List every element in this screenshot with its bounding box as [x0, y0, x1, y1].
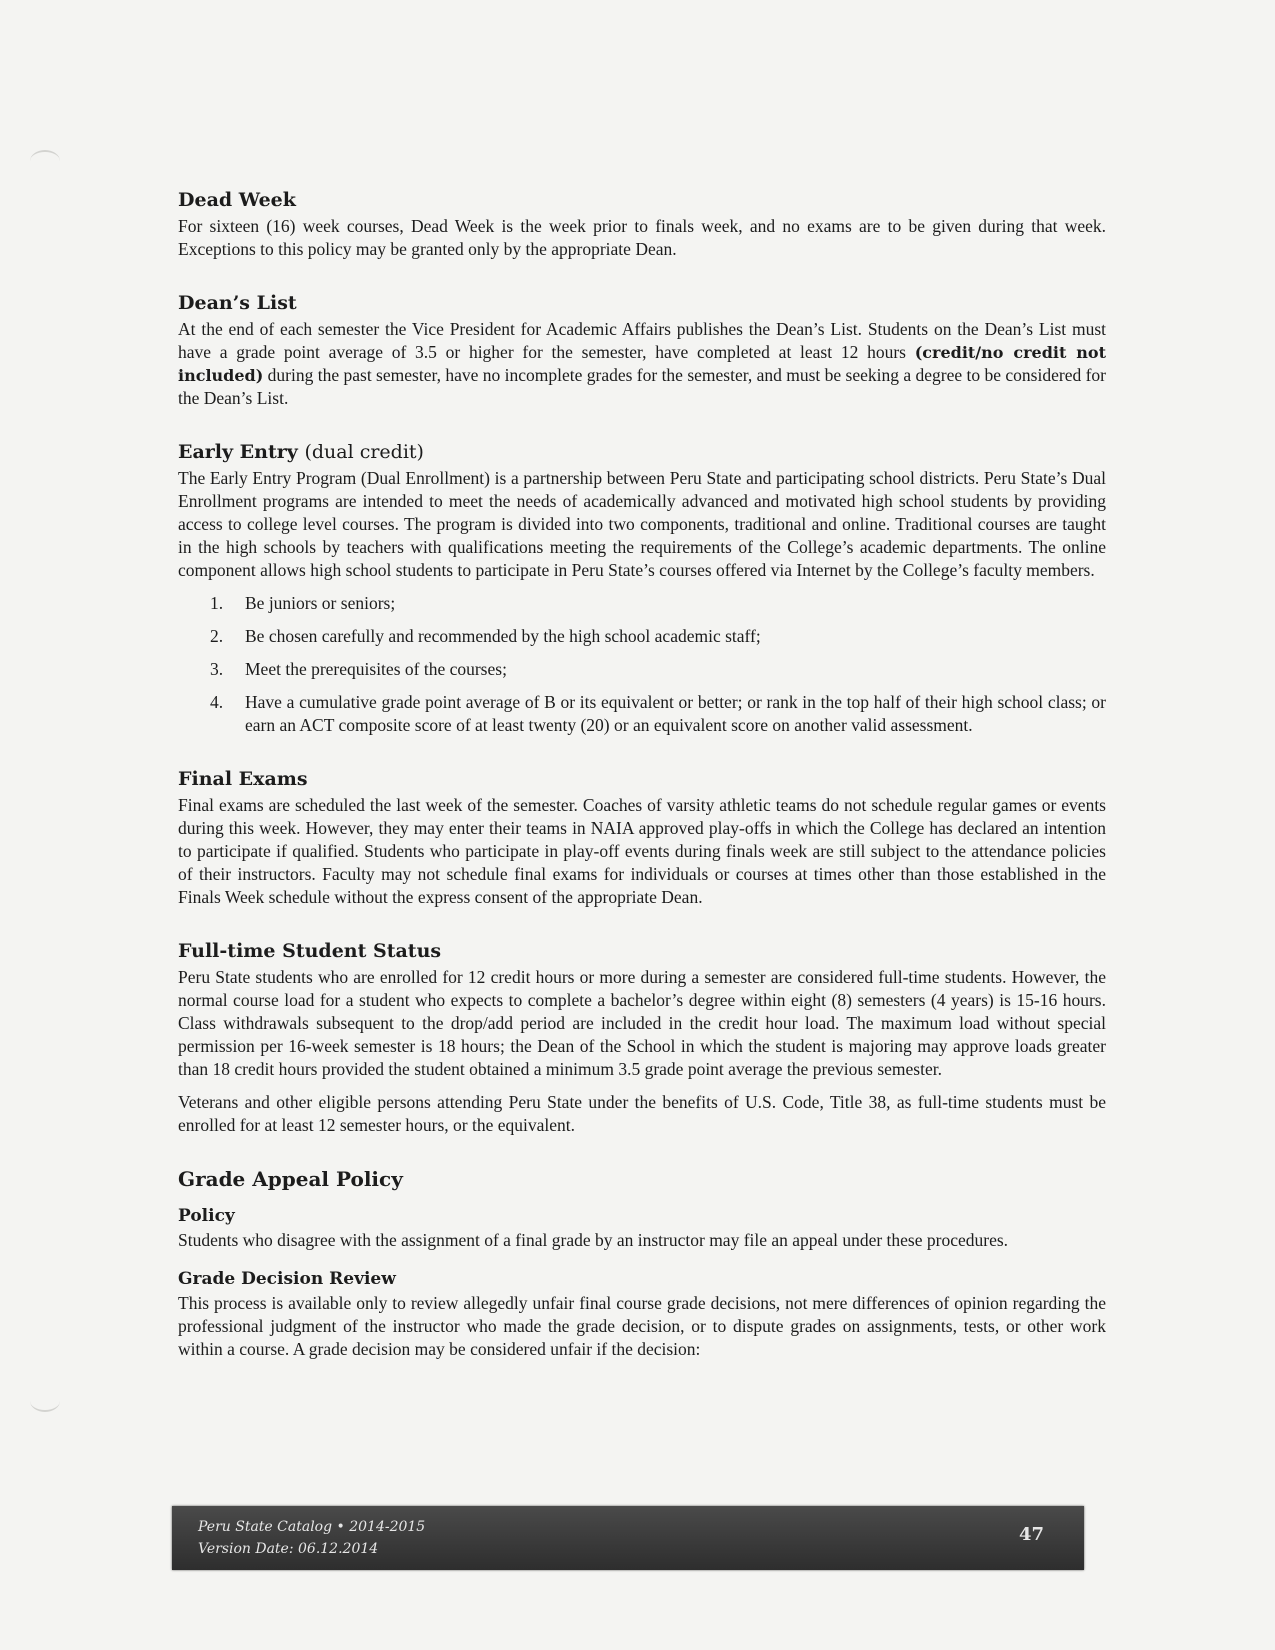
- list-item: [178, 658, 1106, 681]
- list-item: [178, 592, 1106, 615]
- subsection-body: Students who disagree with the assignment of a final grade by an instructor may file an appeal under these procedures.: [178, 1230, 1009, 1250]
- body-bold-text: (credit/no credit not included): [178, 343, 1106, 385]
- body-text: At the end of each semester the Vice President for Academic Affairs publishes the Dean’s List. Students on the Dean’s List must have a grade point average of 3.5 or higher for the semester, have completed at least 12 hours: [178, 319, 1106, 362]
- page-number: 47: [1018, 1524, 1044, 1545]
- section-deans-list: [178, 291, 1106, 410]
- section-early-entry: [178, 440, 1106, 737]
- binder-mark-top: [30, 150, 60, 172]
- section-grade-appeal: [178, 1167, 1106, 1361]
- section-final-exams: [178, 767, 1106, 909]
- list-text: Meet the prerequisites of the courses;: [245, 659, 507, 679]
- section-title: Final Exams: [178, 768, 308, 790]
- list-number: 1.: [210, 593, 224, 613]
- title-text: Early Entry: [178, 441, 298, 463]
- section-body: Peru State students who are enrolled for 12 credit hours or more during a semester are considered full-time students. However, the normal course load for a student who expects to complete a bachelor’s degree within eight (8) semesters (4 years) is 15-16 hours. Class withdrawals subsequent to the drop/add period are included in the credit hour load. The maximum load without special permission per 16-week semester is 18 hours; the Dean of the School in which the student is majoring may approve loads greater than 18 credit hours provided the student obtained a minimum 3.5 grade point average the previous semester.: [178, 967, 1106, 1079]
- subsection-title: Grade Decision Review: [178, 1269, 396, 1289]
- section-dead-week: [178, 188, 1106, 261]
- list-text: Be juniors or seniors;: [245, 593, 396, 613]
- section-body: [178, 318, 1106, 410]
- section-title: Dean’s List: [178, 292, 297, 314]
- list-item: [178, 625, 1106, 648]
- section-body: Veterans and other eligible persons attending Peru State under the benefits of U.S. Code, Title 38, as full-time students must be enrolled for at least 12 semester hours, or the equivalent.: [178, 1092, 1106, 1135]
- binder-mark-bottom: [30, 1390, 60, 1412]
- section-full-time-status: [178, 939, 1106, 1137]
- list-text: Be chosen carefully and recommended by the high school academic staff;: [245, 626, 761, 646]
- list-number: 4.: [210, 692, 224, 712]
- section-title: Grade Appeal Policy: [178, 1167, 403, 1191]
- section-title: Dead Week: [178, 189, 296, 211]
- list-text: Have a cumulative grade point average of B or its equivalent or better; or rank in the top half of their high school class; or earn an ACT composite score of at least twenty (20) or an equivalent score on another valid assessment.: [245, 692, 1106, 735]
- catalog-page: [178, 188, 1106, 1377]
- subsection-grade-decision-review: [178, 1268, 1106, 1361]
- body-text: during the past semester, have no incomplete grades for the semester, and must be seeking a degree to be considered for the Dean’s List.: [178, 365, 1106, 408]
- subsection-title: Policy: [178, 1206, 235, 1226]
- requirements-list: [178, 592, 1106, 737]
- section-title: [178, 440, 1106, 464]
- list-item: [178, 691, 1106, 737]
- section-title: Full-time Student Status: [178, 940, 442, 962]
- subsection-policy: [178, 1205, 1106, 1252]
- section-body: The Early Entry Program (Dual Enrollment) is a partnership between Peru State and participating school districts. Peru State’s Dual Enrollment programs are intended to meet the needs of academically advanced and motivated high school students by providing access to college level courses. The program is divided into two components, traditional and online. Traditional courses are taught in the high schools by teachers with qualifications meeting the requirements of the College’s academic departments. The online component allows high school students to participate in Peru State’s courses offered via Internet by the College’s faculty members.: [178, 468, 1106, 580]
- footer-info: [198, 1516, 425, 1560]
- version-date: Version Date: 06.12.2014: [198, 1541, 379, 1557]
- list-number: 2.: [210, 626, 224, 646]
- subsection-body: This process is available only to review allegedly unfair final course grade decisions, not mere differences of opinion regarding the professional judgment of the instructor who made the grade decision, or to dispute grades on assignments, tests, or other work within a course. A grade decision may be considered unfair if the decision:: [178, 1293, 1106, 1359]
- title-suffix: (dual credit): [304, 441, 424, 463]
- page-footer: [172, 1506, 1084, 1570]
- section-body: Final exams are scheduled the last week of the semester. Coaches of varsity athletic teams do not schedule regular games or events during this week. However, they may enter their teams in NAIA approved play-offs in which the College has declared an intention to participate if qualified. Students who participate in play-off events during finals week are still subject to the attendance policies of their instructors. Faculty may not schedule final exams for individuals or courses at times other than those established in the Finals Week schedule without the express consent of the appropriate Dean.: [178, 795, 1106, 907]
- catalog-title: Peru State Catalog • 2014-2015: [198, 1519, 426, 1535]
- list-number: 3.: [210, 659, 224, 679]
- section-body: For sixteen (16) week courses, Dead Week is the week prior to finals week, and no exams are to be given during that week. Exceptions to this policy may be granted only by the appropriate Dean.: [178, 216, 1106, 259]
